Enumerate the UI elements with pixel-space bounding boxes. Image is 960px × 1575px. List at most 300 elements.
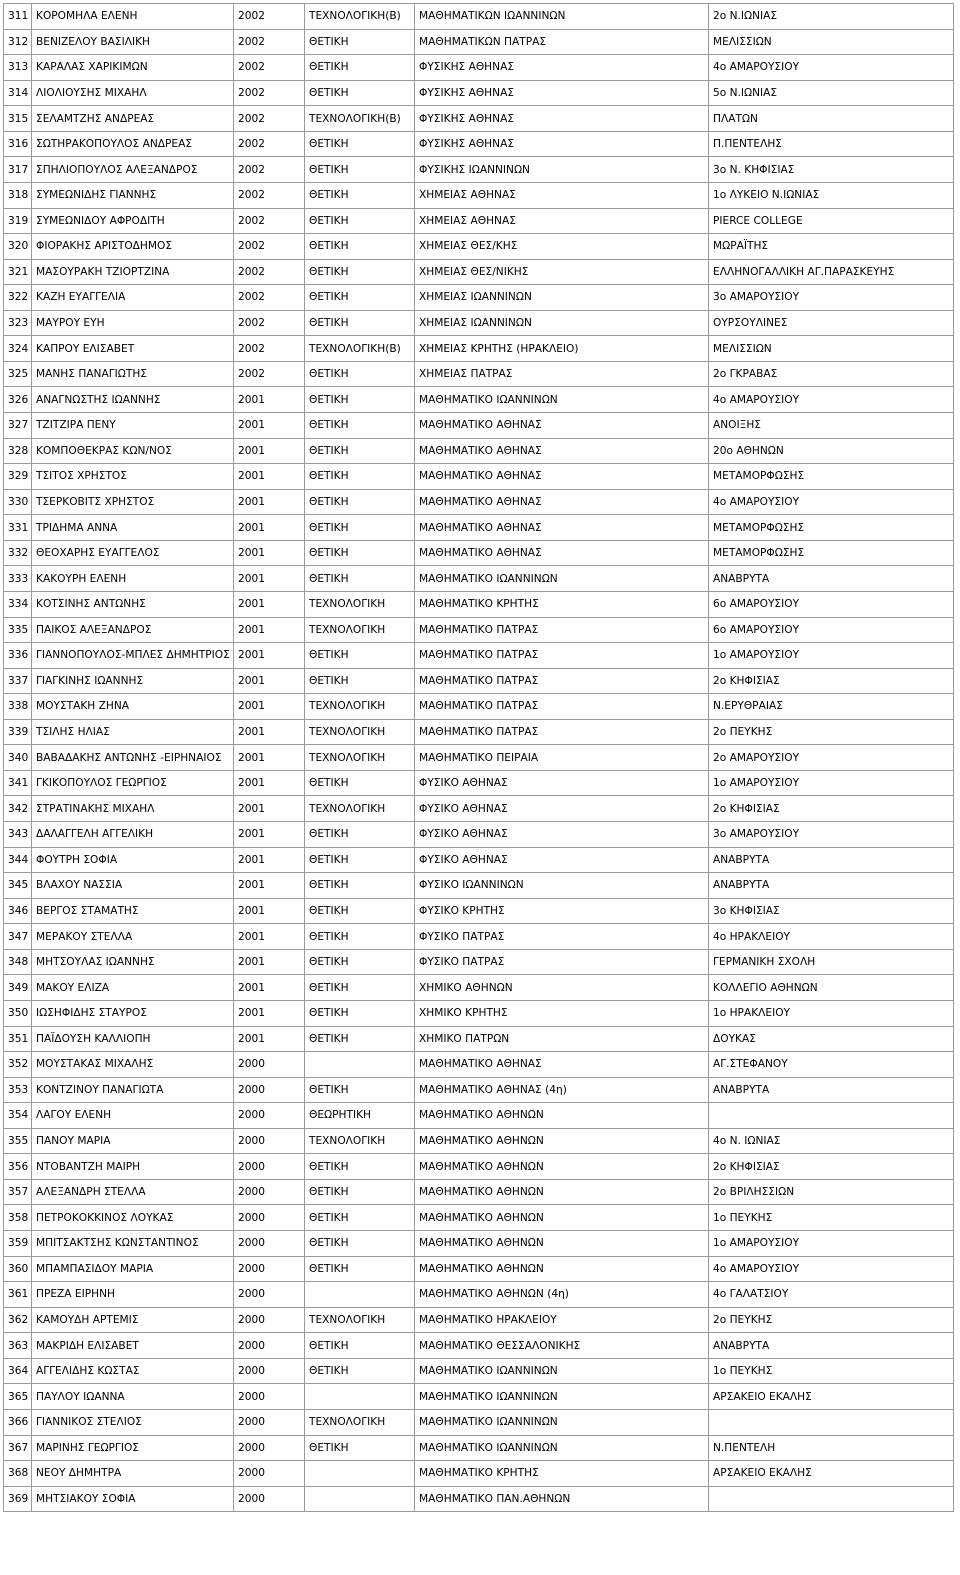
table-row: [4, 464, 954, 490]
row-number-cell: 312: [4, 29, 32, 55]
direction-cell: ΘΕΤΙΚΗ: [305, 131, 415, 157]
row-number-cell: 346: [4, 898, 32, 924]
department-cell: ΦΥΣΙΚΟ ΑΘΗΝΑΣ: [415, 796, 709, 822]
school-cell: 20ο ΑΘΗΝΩΝ: [709, 438, 954, 464]
student-name-cell: ΠΡΕΖΑ ΕΙΡΗΝΗ: [32, 1282, 234, 1308]
direction-cell: ΘΕΤΙΚΗ: [305, 361, 415, 387]
table-row: [4, 668, 954, 694]
year-cell: 2000: [234, 1179, 305, 1205]
row-number-cell: 354: [4, 1103, 32, 1129]
row-number-cell: 321: [4, 259, 32, 285]
department-cell: ΜΑΘΗΜΑΤΙΚΟ ΗΡΑΚΛΕΙΟΥ: [415, 1307, 709, 1333]
table-row: [4, 1128, 954, 1154]
department-cell: ΦΥΣΙΚΗΣ ΑΘΗΝΑΣ: [415, 106, 709, 132]
school-cell: 2ο ΠΕΥΚΗΣ: [709, 1307, 954, 1333]
year-cell: 2001: [234, 540, 305, 566]
table-row: [4, 29, 954, 55]
department-cell: ΦΥΣΙΚΗΣ ΙΩΑΝΝΙΝΩΝ: [415, 157, 709, 183]
table-row: [4, 1486, 954, 1512]
department-cell: ΜΑΘΗΜΑΤΙΚΟ ΑΘΗΝΩΝ: [415, 1154, 709, 1180]
department-cell: ΜΑΘΗΜΑΤΙΚΟ ΠΑΤΡΑΣ: [415, 668, 709, 694]
direction-cell: ΘΕΤΙΚΗ: [305, 285, 415, 311]
row-number-cell: 361: [4, 1282, 32, 1308]
table-row: [4, 182, 954, 208]
year-cell: 2000: [234, 1282, 305, 1308]
department-cell: ΜΑΘΗΜΑΤΙΚΟ ΑΘΗΝΑΣ: [415, 464, 709, 490]
row-number-cell: 350: [4, 1000, 32, 1026]
year-cell: 2000: [234, 1461, 305, 1487]
row-number-cell: 352: [4, 1052, 32, 1078]
row-number-cell: 358: [4, 1205, 32, 1231]
direction-cell: ΘΕΤΙΚΗ: [305, 1435, 415, 1461]
school-cell: 1ο ΠΕΥΚΗΣ: [709, 1205, 954, 1231]
department-cell: ΧΗΜΕΙΑΣ ΑΘΗΝΑΣ: [415, 208, 709, 234]
student-name-cell: ΑΝΑΓΝΩΣΤΗΣ ΙΩΑΝΝΗΣ: [32, 387, 234, 413]
year-cell: 2001: [234, 719, 305, 745]
school-cell: 2ο ΚΗΦΙΣΙΑΣ: [709, 1154, 954, 1180]
row-number-cell: 338: [4, 694, 32, 720]
student-name-cell: ΚΟΡΟΜΗΛΑ ΕΛΕΝΗ: [32, 4, 234, 30]
school-cell: Ν.ΕΡΥΘΡΑΙΑΣ: [709, 694, 954, 720]
department-cell: ΜΑΘΗΜΑΤΙΚΩΝ ΠΑΤΡΑΣ: [415, 29, 709, 55]
student-name-cell: ΤΣΕΡΚΟΒΙΤΣ ΧΡΗΣΤΟΣ: [32, 489, 234, 515]
direction-cell: [305, 1461, 415, 1487]
school-cell: ΑΝΟΙΞΗΣ: [709, 413, 954, 439]
year-cell: 2002: [234, 208, 305, 234]
direction-cell: ΘΕΤΙΚΗ: [305, 438, 415, 464]
row-number-cell: 335: [4, 617, 32, 643]
school-cell: ΜΕΛΙΣΣΙΩΝ: [709, 336, 954, 362]
student-name-cell: ΚΑΜΟΥΔΗ ΑΡΤΕΜΙΣ: [32, 1307, 234, 1333]
table-row: [4, 336, 954, 362]
row-number-cell: 328: [4, 438, 32, 464]
direction-cell: ΤΕΧΝΟΛΟΓΙΚΗ: [305, 745, 415, 771]
table-row: [4, 1103, 954, 1129]
direction-cell: ΘΕΤΙΚΗ: [305, 259, 415, 285]
direction-cell: ΤΕΧΝΟΛΟΓΙΚΗ: [305, 1128, 415, 1154]
row-number-cell: 319: [4, 208, 32, 234]
school-cell: ΜΩΡΑΪΤΗΣ: [709, 234, 954, 260]
student-name-cell: ΜΠΑΜΠΑΣΙΔΟΥ ΜΑΡΙΑ: [32, 1256, 234, 1282]
school-cell: 1ο ΑΜΑΡΟΥΣΙΟΥ: [709, 643, 954, 669]
student-name-cell: ΚΟΤΣΙΝΗΣ ΑΝΤΩΝΗΣ: [32, 591, 234, 617]
year-cell: 2000: [234, 1333, 305, 1359]
table-row: [4, 1231, 954, 1257]
table-row: [4, 1282, 954, 1308]
row-number-cell: 316: [4, 131, 32, 157]
results-table: [3, 3, 954, 1512]
year-cell: 2002: [234, 4, 305, 30]
school-cell: ΕΛΛΗΝΟΓΑΛΛΙΚΗ ΑΓ.ΠΑΡΑΣΚΕΥΗΣ: [709, 259, 954, 285]
department-cell: ΜΑΘΗΜΑΤΙΚΟ ΠΑΝ.ΑΘΗΝΩΝ: [415, 1486, 709, 1512]
direction-cell: ΘΕΩΡΗΤΙΚΗ: [305, 1103, 415, 1129]
school-cell: [709, 1103, 954, 1129]
year-cell: 2000: [234, 1231, 305, 1257]
direction-cell: ΘΕΤΙΚΗ: [305, 182, 415, 208]
direction-cell: ΘΕΤΙΚΗ: [305, 515, 415, 541]
student-name-cell: ΠΑΙΚΟΣ ΑΛΕΞΑΝΔΡΟΣ: [32, 617, 234, 643]
direction-cell: ΘΕΤΙΚΗ: [305, 668, 415, 694]
table-row: [4, 719, 954, 745]
student-name-cell: ΘΕΟΧΑΡΗΣ ΕΥΑΓΓΕΛΟΣ: [32, 540, 234, 566]
department-cell: ΜΑΘΗΜΑΤΙΚΟ ΙΩΑΝΝΙΝΩΝ: [415, 1409, 709, 1435]
year-cell: 2002: [234, 310, 305, 336]
department-cell: ΦΥΣΙΚΟ ΠΑΤΡΑΣ: [415, 949, 709, 975]
table-row: [4, 1052, 954, 1078]
student-name-cell: ΜΑΡΙΝΗΣ ΓΕΩΡΓΙΟΣ: [32, 1435, 234, 1461]
row-number-cell: 344: [4, 847, 32, 873]
year-cell: 2001: [234, 438, 305, 464]
direction-cell: ΘΕΤΙΚΗ: [305, 643, 415, 669]
year-cell: 2001: [234, 643, 305, 669]
student-name-cell: ΓΚΙΚΟΠΟΥΛΟΣ ΓΕΩΡΓΙΟΣ: [32, 770, 234, 796]
table-row: [4, 361, 954, 387]
direction-cell: ΘΕΤΙΚΗ: [305, 208, 415, 234]
student-name-cell: ΜΑΝΗΣ ΠΑΝΑΓΙΩΤΗΣ: [32, 361, 234, 387]
school-cell: 4ο ΗΡΑΚΛΕΙΟΥ: [709, 924, 954, 950]
school-cell: ΑΓ.ΣΤΕΦΑΝΟΥ: [709, 1052, 954, 1078]
table-row: [4, 1358, 954, 1384]
student-name-cell: ΜΠΙΤΣΑΚΤΣΗΣ ΚΩΝΣΤΑΝΤΙΝΟΣ: [32, 1231, 234, 1257]
student-name-cell: ΣΕΛΑΜΤΖΗΣ ΑΝΔΡΕΑΣ: [32, 106, 234, 132]
year-cell: 2002: [234, 29, 305, 55]
department-cell: ΧΗΜΕΙΑΣ ΘΕΣ/ΚΗΣ: [415, 234, 709, 260]
student-name-cell: ΛΙΟΛΙΟΥΣΗΣ ΜΙΧΑΗΛ: [32, 80, 234, 106]
department-cell: ΦΥΣΙΚΟ ΚΡΗΤΗΣ: [415, 898, 709, 924]
school-cell: 4ο ΑΜΑΡΟΥΣΙΟΥ: [709, 55, 954, 81]
year-cell: 2000: [234, 1052, 305, 1078]
school-cell: ΜΕΤΑΜΟΡΦΩΣΗΣ: [709, 464, 954, 490]
year-cell: 2001: [234, 515, 305, 541]
school-cell: 4ο Ν. ΙΩΝΙΑΣ: [709, 1128, 954, 1154]
direction-cell: ΘΕΤΙΚΗ: [305, 1231, 415, 1257]
year-cell: 2000: [234, 1384, 305, 1410]
year-cell: 2001: [234, 566, 305, 592]
row-number-cell: 324: [4, 336, 32, 362]
school-cell: Π.ΠΕΝΤΕΛΗΣ: [709, 131, 954, 157]
department-cell: ΜΑΘΗΜΑΤΙΚΟ ΠΕΙΡΑΙΑ: [415, 745, 709, 771]
student-name-cell: ΒΕΝΙΖΕΛΟΥ ΒΑΣΙΛΙΚΗ: [32, 29, 234, 55]
direction-cell: ΘΕΤΙΚΗ: [305, 1154, 415, 1180]
year-cell: 2002: [234, 361, 305, 387]
direction-cell: ΤΕΧΝΟΛΟΓΙΚΗ: [305, 694, 415, 720]
student-name-cell: ΦΙΟΡΑΚΗΣ ΑΡΙΣΤΟΔΗΜΟΣ: [32, 234, 234, 260]
table-row: [4, 1154, 954, 1180]
department-cell: ΜΑΘΗΜΑΤΙΚΟ ΘΕΣΣΑΛΟΝΙΚΗΣ: [415, 1333, 709, 1359]
direction-cell: ΘΕΤΙΚΗ: [305, 975, 415, 1001]
table-row: [4, 566, 954, 592]
school-cell: PIERCE COLLEGE: [709, 208, 954, 234]
school-cell: 6ο ΑΜΑΡΟΥΣΙΟΥ: [709, 617, 954, 643]
row-number-cell: 356: [4, 1154, 32, 1180]
table-row: [4, 4, 954, 30]
year-cell: 2001: [234, 949, 305, 975]
row-number-cell: 315: [4, 106, 32, 132]
year-cell: 2001: [234, 822, 305, 848]
department-cell: ΦΥΣΙΚΗΣ ΑΘΗΝΑΣ: [415, 55, 709, 81]
school-cell: ΓΕΡΜΑΝΙΚΗ ΣΧΟΛΗ: [709, 949, 954, 975]
department-cell: ΧΗΜΕΙΑΣ ΑΘΗΝΑΣ: [415, 182, 709, 208]
school-cell: ΜΕΛΙΣΣΙΩΝ: [709, 29, 954, 55]
table-row: [4, 80, 954, 106]
direction-cell: ΘΕΤΙΚΗ: [305, 29, 415, 55]
student-name-cell: ΚΟΜΠΟΘΕΚΡΑΣ ΚΩΝ/ΝΟΣ: [32, 438, 234, 464]
table-row: [4, 515, 954, 541]
table-row: [4, 413, 954, 439]
row-number-cell: 353: [4, 1077, 32, 1103]
student-name-cell: ΒΛΑΧΟΥ ΝΑΣΣΙΑ: [32, 873, 234, 899]
school-cell: ΑΡΣΑΚΕΙΟ ΕΚΑΛΗΣ: [709, 1461, 954, 1487]
direction-cell: ΤΕΧΝΟΛΟΓΙΚΗ: [305, 719, 415, 745]
direction-cell: ΘΕΤΙΚΗ: [305, 157, 415, 183]
school-cell: 2ο ΚΗΦΙΣΙΑΣ: [709, 796, 954, 822]
year-cell: 2000: [234, 1128, 305, 1154]
department-cell: ΜΑΘΗΜΑΤΙΚΟ ΑΘΗΝΩΝ (4η): [415, 1282, 709, 1308]
row-number-cell: 330: [4, 489, 32, 515]
row-number-cell: 336: [4, 643, 32, 669]
table-row: [4, 694, 954, 720]
department-cell: ΧΗΜΙΚΟ ΠΑΤΡΩΝ: [415, 1026, 709, 1052]
table-row: [4, 1026, 954, 1052]
row-number-cell: 342: [4, 796, 32, 822]
table-row: [4, 157, 954, 183]
direction-cell: ΘΕΤΙΚΗ: [305, 80, 415, 106]
table-row: [4, 1435, 954, 1461]
year-cell: 2002: [234, 55, 305, 81]
table-row: [4, 438, 954, 464]
department-cell: ΜΑΘΗΜΑΤΙΚΩΝ ΙΩΑΝΝΙΝΩΝ: [415, 4, 709, 30]
student-name-cell: ΦΟΥΤΡΗ ΣΟΦΙΑ: [32, 847, 234, 873]
student-name-cell: ΜΟΥΣΤΑΚΑΣ ΜΙΧΑΛΗΣ: [32, 1052, 234, 1078]
row-number-cell: 323: [4, 310, 32, 336]
student-name-cell: ΚΑΖΗ ΕΥΑΓΓΕΛΙΑ: [32, 285, 234, 311]
table-row: [4, 796, 954, 822]
direction-cell: [305, 1052, 415, 1078]
student-name-cell: ΜΗΤΣΟΥΛΑΣ ΙΩΑΝΝΗΣ: [32, 949, 234, 975]
row-number-cell: 332: [4, 540, 32, 566]
table-row: [4, 617, 954, 643]
table-row: [4, 591, 954, 617]
department-cell: ΜΑΘΗΜΑΤΙΚΟ ΑΘΗΝΩΝ: [415, 1128, 709, 1154]
student-name-cell: ΝΕΟΥ ΔΗΜΗΤΡΑ: [32, 1461, 234, 1487]
department-cell: ΦΥΣΙΚΟ ΑΘΗΝΑΣ: [415, 822, 709, 848]
direction-cell: ΘΕΤΙΚΗ: [305, 464, 415, 490]
row-number-cell: 349: [4, 975, 32, 1001]
year-cell: 2001: [234, 617, 305, 643]
row-number-cell: 360: [4, 1256, 32, 1282]
direction-cell: ΘΕΤΙΚΗ: [305, 847, 415, 873]
row-number-cell: 367: [4, 1435, 32, 1461]
year-cell: 2001: [234, 387, 305, 413]
year-cell: 2000: [234, 1486, 305, 1512]
direction-cell: ΤΕΧΝΟΛΟΓΙΚΗ: [305, 617, 415, 643]
student-name-cell: ΛΑΓΟΥ ΕΛΕΝΗ: [32, 1103, 234, 1129]
student-name-cell: ΑΓΓΕΛΙΔΗΣ ΚΩΣΤΑΣ: [32, 1358, 234, 1384]
department-cell: ΜΑΘΗΜΑΤΙΚΟ ΑΘΗΝΩΝ: [415, 1103, 709, 1129]
school-cell: Ν.ΠΕΝΤΕΛΗ: [709, 1435, 954, 1461]
row-number-cell: 347: [4, 924, 32, 950]
school-cell: 4ο ΑΜΑΡΟΥΣΙΟΥ: [709, 1256, 954, 1282]
table-row: [4, 310, 954, 336]
student-name-cell: ΜΑΚΡΙΔΗ ΕΛΙΣΑΒΕΤ: [32, 1333, 234, 1359]
row-number-cell: 327: [4, 413, 32, 439]
year-cell: 2000: [234, 1409, 305, 1435]
department-cell: ΜΑΘΗΜΑΤΙΚΟ ΠΑΤΡΑΣ: [415, 643, 709, 669]
year-cell: 2001: [234, 464, 305, 490]
direction-cell: [305, 1384, 415, 1410]
year-cell: 2001: [234, 770, 305, 796]
student-name-cell: ΓΙΑΝΝΟΠΟΥΛΟΣ-ΜΠΛΕΣ ΔΗΜΗΤΡΙΟΣ: [32, 643, 234, 669]
student-name-cell: ΣΥΜΕΩΝΙΔΟΥ ΑΦΡΟΔΙΤΗ: [32, 208, 234, 234]
student-name-cell: ΚΑΡΑΛΑΣ ΧΑΡΙΚΙΜΩΝ: [32, 55, 234, 81]
row-number-cell: 340: [4, 745, 32, 771]
year-cell: 2002: [234, 336, 305, 362]
year-cell: 2002: [234, 259, 305, 285]
department-cell: ΜΑΘΗΜΑΤΙΚΟ ΙΩΑΝΝΙΝΩΝ: [415, 566, 709, 592]
table-row: [4, 489, 954, 515]
student-name-cell: ΚΑΚΟΥΡΗ ΕΛΕΝΗ: [32, 566, 234, 592]
row-number-cell: 311: [4, 4, 32, 30]
department-cell: ΦΥΣΙΚΗΣ ΑΘΗΝΑΣ: [415, 80, 709, 106]
school-cell: 2ο ΒΡΙΛΗΣΣΙΩΝ: [709, 1179, 954, 1205]
department-cell: ΧΗΜΕΙΑΣ ΚΡΗΤΗΣ (ΗΡΑΚΛΕΙΟ): [415, 336, 709, 362]
year-cell: 2001: [234, 847, 305, 873]
row-number-cell: 329: [4, 464, 32, 490]
student-name-cell: ΜΟΥΣΤΑΚΗ ΖΗΝΑ: [32, 694, 234, 720]
direction-cell: ΘΕΤΙΚΗ: [305, 1077, 415, 1103]
department-cell: ΜΑΘΗΜΑΤΙΚΟ ΑΘΗΝΑΣ: [415, 413, 709, 439]
row-number-cell: 333: [4, 566, 32, 592]
school-cell: ΑΝΑΒΡΥΤΑ: [709, 566, 954, 592]
direction-cell: ΘΕΤΙΚΗ: [305, 822, 415, 848]
school-cell: ΑΝΑΒΡΥΤΑ: [709, 847, 954, 873]
row-number-cell: 366: [4, 1409, 32, 1435]
year-cell: 2002: [234, 106, 305, 132]
table-row: [4, 873, 954, 899]
department-cell: ΦΥΣΙΚΗΣ ΑΘΗΝΑΣ: [415, 131, 709, 157]
student-name-cell: ΠΑΪΔΟΥΣΗ ΚΑΛΛΙΟΠΗ: [32, 1026, 234, 1052]
department-cell: ΜΑΘΗΜΑΤΙΚΟ ΠΑΤΡΑΣ: [415, 694, 709, 720]
school-cell: 4ο ΑΜΑΡΟΥΣΙΟΥ: [709, 387, 954, 413]
direction-cell: ΘΕΤΙΚΗ: [305, 1000, 415, 1026]
year-cell: 2000: [234, 1358, 305, 1384]
direction-cell: ΘΕΤΙΚΗ: [305, 1333, 415, 1359]
school-cell: ΚΟΛΛΕΓΙΟ ΑΘΗΝΩΝ: [709, 975, 954, 1001]
row-number-cell: 348: [4, 949, 32, 975]
direction-cell: ΘΕΤΙΚΗ: [305, 873, 415, 899]
direction-cell: ΤΕΧΝΟΛΟΓΙΚΗ: [305, 796, 415, 822]
student-name-cell: ΒΕΡΓΟΣ ΣΤΑΜΑΤΗΣ: [32, 898, 234, 924]
department-cell: ΜΑΘΗΜΑΤΙΚΟ ΑΘΗΝΑΣ: [415, 438, 709, 464]
direction-cell: ΘΕΤΙΚΗ: [305, 234, 415, 260]
year-cell: 2001: [234, 898, 305, 924]
table-row: [4, 234, 954, 260]
school-cell: 6ο ΑΜΑΡΟΥΣΙΟΥ: [709, 591, 954, 617]
student-name-cell: ΒΑΒΑΔΑΚΗΣ ΑΝΤΩΝΗΣ -ΕΙΡΗΝΑΙΟΣ: [32, 745, 234, 771]
student-name-cell: ΜΑΚΟΥ ΕΛΙΖΑ: [32, 975, 234, 1001]
direction-cell: [305, 1282, 415, 1308]
row-number-cell: 364: [4, 1358, 32, 1384]
direction-cell: ΘΕΤΙΚΗ: [305, 310, 415, 336]
school-cell: 2ο Ν.ΙΩΝΙΑΣ: [709, 4, 954, 30]
department-cell: ΦΥΣΙΚΟ ΑΘΗΝΑΣ: [415, 847, 709, 873]
department-cell: ΧΗΜΕΙΑΣ ΙΩΑΝΝΙΝΩΝ: [415, 310, 709, 336]
department-cell: ΜΑΘΗΜΑΤΙΚΟ ΑΘΗΝΑΣ: [415, 1052, 709, 1078]
direction-cell: ΘΕΤΙΚΗ: [305, 387, 415, 413]
school-cell: 2ο ΠΕΥΚΗΣ: [709, 719, 954, 745]
direction-cell: ΘΕΤΙΚΗ: [305, 898, 415, 924]
year-cell: 2001: [234, 796, 305, 822]
student-name-cell: ΠΕΤΡΟΚΟΚΚΙΝΟΣ ΛΟΥΚΑΣ: [32, 1205, 234, 1231]
school-cell: ΑΝΑΒΡΥΤΑ: [709, 1077, 954, 1103]
row-number-cell: 331: [4, 515, 32, 541]
department-cell: ΜΑΘΗΜΑΤΙΚΟ ΑΘΗΝΑΣ: [415, 515, 709, 541]
direction-cell: ΤΕΧΝΟΛΟΓΙΚΗ(Β): [305, 336, 415, 362]
school-cell: ΑΝΑΒΡΥΤΑ: [709, 1333, 954, 1359]
row-number-cell: 337: [4, 668, 32, 694]
student-name-cell: ΜΗΤΣΙΑΚΟΥ ΣΟΦΙΑ: [32, 1486, 234, 1512]
table-row: [4, 1461, 954, 1487]
year-cell: 2000: [234, 1307, 305, 1333]
direction-cell: ΘΕΤΙΚΗ: [305, 1179, 415, 1205]
school-cell: 4ο ΑΜΑΡΟΥΣΙΟΥ: [709, 489, 954, 515]
student-name-cell: ΜΕΡΑΚΟΥ ΣΤΕΛΛΑ: [32, 924, 234, 950]
student-name-cell: ΤΖΙΤΖΙΡΑ ΠΕΝΥ: [32, 413, 234, 439]
table-row: [4, 106, 954, 132]
table-row: [4, 55, 954, 81]
table-row: [4, 1179, 954, 1205]
row-number-cell: 357: [4, 1179, 32, 1205]
results-table-body: [4, 4, 954, 1512]
school-cell: 3ο Ν. ΚΗΦΙΣΙΑΣ: [709, 157, 954, 183]
school-cell: 1ο ΑΜΑΡΟΥΣΙΟΥ: [709, 1231, 954, 1257]
row-number-cell: 343: [4, 822, 32, 848]
row-number-cell: 341: [4, 770, 32, 796]
student-name-cell: ΙΩΣΗΦΙΔΗΣ ΣΤΑΥΡΟΣ: [32, 1000, 234, 1026]
student-name-cell: ΔΑΛΑΓΓΕΛΗ ΑΓΓΕΛΙΚΗ: [32, 822, 234, 848]
school-cell: 5ο Ν.ΙΩΝΙΑΣ: [709, 80, 954, 106]
row-number-cell: 365: [4, 1384, 32, 1410]
year-cell: 2000: [234, 1103, 305, 1129]
department-cell: ΧΗΜΙΚΟ ΑΘΗΝΩΝ: [415, 975, 709, 1001]
table-row: [4, 285, 954, 311]
school-cell: 1ο ΛΥΚΕΙΟ Ν.ΙΩΝΙΑΣ: [709, 182, 954, 208]
department-cell: ΦΥΣΙΚΟ ΑΘΗΝΑΣ: [415, 770, 709, 796]
department-cell: ΜΑΘΗΜΑΤΙΚΟ ΙΩΑΝΝΙΝΩΝ: [415, 1358, 709, 1384]
department-cell: ΧΗΜΕΙΑΣ ΠΑΤΡΑΣ: [415, 361, 709, 387]
table-row: [4, 540, 954, 566]
department-cell: ΜΑΘΗΜΑΤΙΚΟ ΠΑΤΡΑΣ: [415, 719, 709, 745]
student-name-cell: ΜΑΣΟΥΡΑΚΗ ΤΖΙΟΡΤΖΙΝΑ: [32, 259, 234, 285]
school-cell: [709, 1409, 954, 1435]
table-row: [4, 1256, 954, 1282]
department-cell: ΜΑΘΗΜΑΤΙΚΟ ΑΘΗΝΩΝ: [415, 1231, 709, 1257]
year-cell: 2000: [234, 1154, 305, 1180]
school-cell: 1ο ΗΡΑΚΛΕΙΟΥ: [709, 1000, 954, 1026]
department-cell: ΧΗΜΙΚΟ ΚΡΗΤΗΣ: [415, 1000, 709, 1026]
direction-cell: ΤΕΧΝΟΛΟΓΙΚΗ(Β): [305, 4, 415, 30]
row-number-cell: 334: [4, 591, 32, 617]
table-row: [4, 770, 954, 796]
year-cell: 2002: [234, 80, 305, 106]
direction-cell: ΘΕΤΙΚΗ: [305, 566, 415, 592]
row-number-cell: 351: [4, 1026, 32, 1052]
year-cell: 2001: [234, 668, 305, 694]
year-cell: 2000: [234, 1256, 305, 1282]
school-cell: ΑΡΣΑΚΕΙΟ ΕΚΑΛΗΣ: [709, 1384, 954, 1410]
student-name-cell: ΣΠΗΛΙΟΠΟΥΛΟΣ ΑΛΕΞΑΝΔΡΟΣ: [32, 157, 234, 183]
department-cell: ΜΑΘΗΜΑΤΙΚΟ ΑΘΗΝΑΣ (4η): [415, 1077, 709, 1103]
